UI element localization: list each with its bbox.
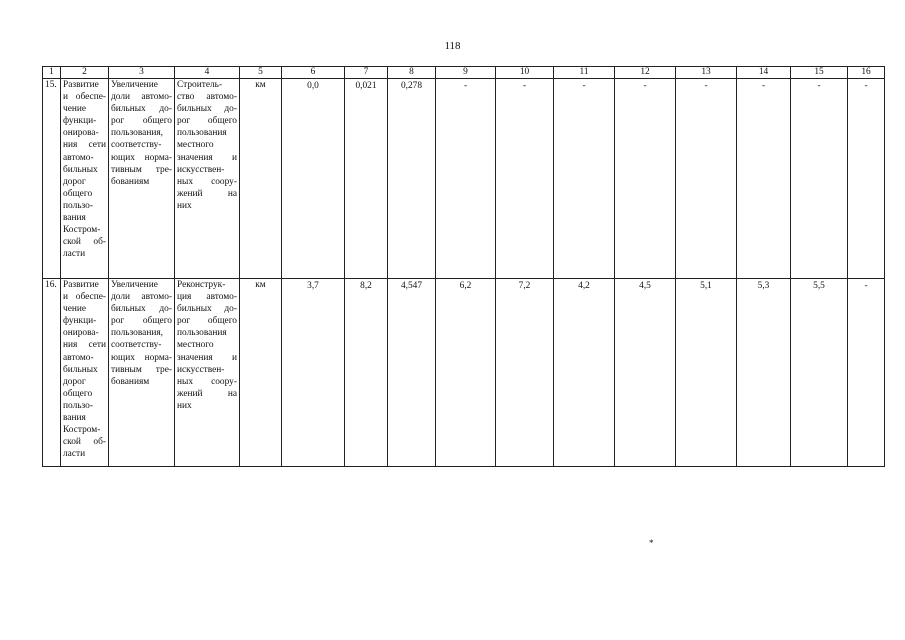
value-cell — [737, 79, 791, 279]
text-line: дорог — [63, 176, 86, 187]
text-line: доли автомо- — [111, 92, 172, 103]
value-text: - — [582, 81, 586, 91]
value-text: 4,5 — [639, 281, 651, 291]
page-number: 118 — [444, 40, 461, 52]
unit-cell: км — [240, 279, 282, 467]
measure-cell — [175, 79, 240, 279]
header-cell: 4 — [175, 67, 240, 79]
value-text: 5,5 — [813, 281, 825, 291]
text-line: ния сети — [63, 340, 106, 351]
value-cell — [615, 279, 676, 467]
table-row — [43, 279, 885, 467]
text-line: пользо- — [63, 200, 93, 211]
value-cell — [388, 279, 436, 467]
text-line: тивным тре- — [111, 164, 172, 175]
text-line: искусствен- — [177, 164, 225, 175]
value-text: - — [817, 81, 821, 91]
text-line: пользования, — [111, 328, 164, 339]
text-line: рог общего — [111, 116, 172, 127]
header-cell: 5 — [240, 67, 282, 79]
text-line: Развитие — [63, 280, 99, 290]
text-line: бильных до- — [177, 104, 237, 115]
value-cell — [848, 279, 885, 467]
value-text: - — [463, 81, 468, 91]
text-line: жений на — [177, 188, 237, 199]
value-text: 5,1 — [700, 281, 712, 291]
value-cell — [496, 279, 554, 467]
text-line: Костром- — [63, 225, 101, 236]
header-cell: 8 — [388, 67, 436, 79]
text-line: Развитие — [63, 80, 99, 90]
text-line: Увеличение — [111, 280, 158, 290]
table-row — [43, 79, 885, 279]
text-line: чение — [63, 104, 87, 115]
text-line: пользо- — [63, 400, 93, 411]
text-line: бильных до- — [111, 304, 172, 315]
text-line: местного — [177, 140, 214, 151]
value-text: 8,2 — [360, 281, 372, 291]
indicator-cell — [109, 79, 175, 279]
value-text: 4,2 — [578, 281, 590, 291]
header-cell: 6 — [282, 67, 345, 79]
text-line: значения и — [177, 152, 237, 163]
text-line: автомо- — [63, 152, 94, 163]
value-cell — [737, 279, 791, 467]
text-line: рог общего — [177, 316, 237, 327]
text-line: бильных — [63, 164, 98, 175]
value-text: - — [704, 81, 708, 91]
value-cell — [345, 79, 388, 279]
value-cell — [848, 79, 885, 279]
text-line: ющих норма- — [111, 352, 172, 363]
value-cell — [496, 79, 554, 279]
value-cell — [345, 279, 388, 467]
header-cell: 16 — [848, 67, 885, 79]
value-text: - — [522, 81, 527, 91]
header-cell: 12 — [615, 67, 676, 79]
text-line: бованиям — [111, 176, 150, 187]
goal-cell — [61, 279, 109, 467]
text-line: бованиям — [111, 376, 150, 387]
value-cell — [791, 79, 848, 279]
header-cell: 11 — [554, 67, 615, 79]
text-line: Костром- — [63, 425, 101, 436]
value-cell — [791, 279, 848, 467]
text-line: и обеспе- — [63, 92, 106, 103]
header-cell: 3 — [109, 67, 175, 79]
value-text: - — [864, 281, 868, 291]
text-line: общего — [63, 388, 93, 399]
value-text: 7,2 — [518, 281, 531, 291]
text-line: тивным тре- — [111, 364, 172, 375]
value-cell — [282, 279, 345, 467]
value-cell — [554, 279, 615, 467]
text-line: соответству- — [111, 140, 162, 151]
text-line: рог общего — [177, 116, 237, 127]
unit-cell: км — [240, 79, 282, 279]
text-line: ласти — [63, 249, 86, 260]
value-cell — [282, 79, 345, 279]
value-text: - — [643, 81, 647, 91]
text-line: ных соору- — [177, 176, 237, 187]
header-cell: 14 — [737, 67, 791, 79]
header-cell: 9 — [436, 67, 496, 79]
text-line: бильных до- — [177, 304, 237, 315]
value-cell — [388, 79, 436, 279]
text-line: Реконструк- — [177, 280, 226, 290]
value-text: 0,021 — [355, 81, 377, 91]
text-line: онирова- — [63, 128, 99, 139]
text-line: вания — [63, 213, 86, 224]
text-line: доли автомо- — [111, 292, 172, 303]
text-line: дорог — [63, 376, 86, 387]
goal-cell — [61, 79, 109, 279]
text-line: функци- — [63, 116, 97, 127]
value-text: - — [761, 81, 766, 91]
measure-cell — [175, 279, 240, 467]
header-cell: 13 — [676, 67, 737, 79]
value-text: 0,278 — [400, 81, 423, 91]
text-line: них — [177, 200, 192, 211]
text-line: функци- — [63, 316, 97, 327]
header-cell: 10 — [496, 67, 554, 79]
value-cell — [676, 279, 737, 467]
value-text: 0,0 — [307, 81, 319, 91]
text-line: пользования — [177, 328, 227, 339]
text-line: ция автомо- — [177, 292, 237, 303]
text-line: и обеспе- — [63, 292, 106, 303]
text-line: бильных — [63, 364, 98, 375]
text-line: Увеличение — [111, 80, 158, 90]
header-cell: 2 — [61, 67, 109, 79]
text-line: них — [177, 400, 192, 411]
text-line: местного — [177, 340, 214, 351]
header-cell: 15 — [791, 67, 848, 79]
text-line: рог общего — [111, 316, 172, 327]
text-line: ных соору- — [177, 376, 237, 387]
value-text: 3,7 — [307, 281, 319, 291]
header-row — [43, 67, 885, 79]
text-line: ство автомо- — [177, 92, 237, 103]
text-line: значения и — [177, 352, 237, 363]
value-cell — [436, 79, 496, 279]
text-line: ния сети — [63, 140, 106, 151]
text-line: чение — [63, 304, 87, 315]
stray-mark: * — [649, 538, 654, 548]
indicator-cell — [109, 279, 175, 467]
value-text: 6,2 — [459, 281, 472, 291]
value-cell — [676, 79, 737, 279]
text-line: онирова- — [63, 328, 99, 339]
value-text: - — [864, 81, 868, 91]
value-cell — [554, 79, 615, 279]
text-line: общего — [63, 188, 93, 199]
value-text: 4,547 — [400, 281, 423, 291]
text-line: автомо- — [63, 352, 94, 363]
text-line: искусствен- — [177, 364, 225, 375]
text-line: пользования — [177, 128, 227, 139]
text-line: вания — [63, 413, 86, 424]
row-number: 16. — [43, 279, 61, 467]
row-number: 15. — [43, 79, 61, 279]
text-line: Строитель- — [177, 80, 223, 90]
text-line: ской об- — [63, 237, 106, 248]
text-line: жений на — [177, 388, 237, 399]
value-text: 5,3 — [757, 281, 770, 291]
text-line: соответству- — [111, 340, 162, 351]
header-cell: 1 — [43, 67, 61, 79]
text-line: пользования, — [111, 128, 164, 139]
header-cell: 7 — [345, 67, 388, 79]
text-line: ющих норма- — [111, 152, 172, 163]
value-cell — [436, 279, 496, 467]
text-line: ласти — [63, 449, 86, 460]
text-line: ской об- — [63, 437, 106, 448]
value-cell — [615, 79, 676, 279]
text-line: бильных до- — [111, 104, 172, 115]
data-table — [42, 66, 885, 467]
